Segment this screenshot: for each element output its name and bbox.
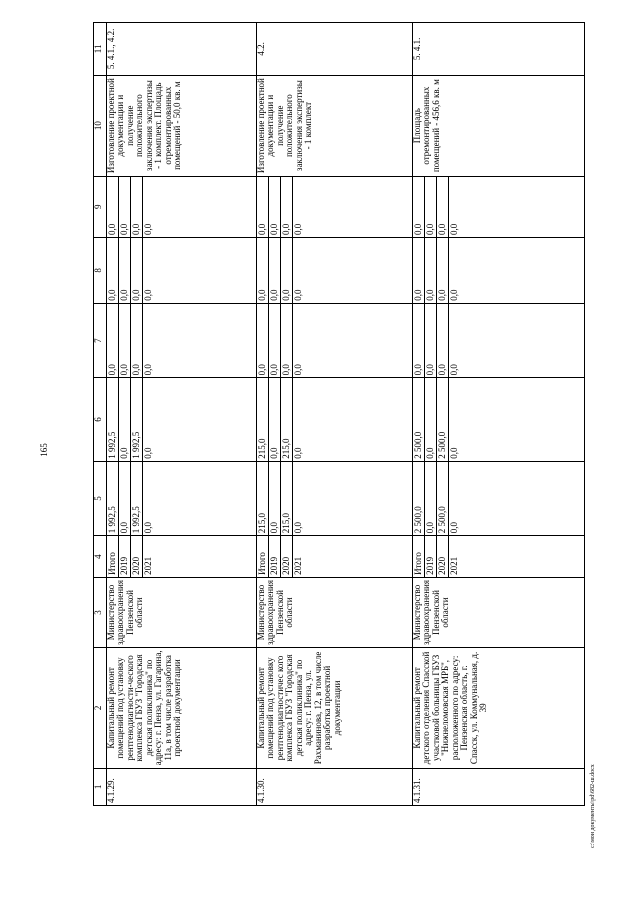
- value-cell: 0,0: [143, 522, 153, 534]
- row-result: Площадь отремонтированных помещений - 456,6 кв. м: [413, 75, 585, 176]
- value-cell: 0,0: [293, 447, 303, 459]
- value-cell: 0,0: [293, 223, 303, 235]
- value-cell: 0,0: [131, 177, 143, 237]
- year-cell: Итого: [107, 536, 119, 577]
- row-organization: Министерство здравоохранения Пензенской области: [107, 577, 257, 647]
- year-cell: 2021: [449, 556, 459, 575]
- row-name: Капитальный ремонт помещений под установку рентгенодиагностичес кого комплекса ГБУЗ "Городская детская поликлиника" по адресу: г. Пенза, ул. Рахманинова, 12, в том числе разработка проектной документации: [257, 648, 413, 769]
- header-cell: 10: [94, 75, 107, 176]
- value-cell: 0,0: [119, 177, 131, 237]
- header-cell: 3: [94, 577, 107, 647]
- footer: [590, 764, 640, 854]
- value-cell: 0,0: [119, 378, 131, 460]
- value-cell: 0,0: [449, 447, 459, 459]
- col9-values: [257, 176, 413, 237]
- row-result: Изготовление проектной документации и получение положительного заключения экспертизы - 1 комплект. Площадь отремонтированных помещений - 50,0 кв. м: [107, 75, 257, 176]
- year-cell: Итого: [257, 536, 269, 577]
- value-cell: 0,0: [449, 522, 459, 534]
- value-cell: 0,0: [425, 304, 437, 378]
- header-cell: 6: [94, 378, 107, 461]
- value-cell: 0,0: [107, 177, 119, 237]
- value-cell: 215,0: [281, 378, 293, 460]
- value-cell: 0,0: [131, 304, 143, 378]
- value-cell: 0,0: [413, 304, 425, 378]
- col9-values: [107, 176, 257, 237]
- header-cell: 4: [94, 536, 107, 578]
- value-cell: 0,0: [425, 378, 437, 460]
- value-cell: 0,0: [293, 522, 303, 534]
- col7-values: [107, 303, 257, 378]
- header-cell: 2: [94, 648, 107, 769]
- value-cell: 0,0: [257, 177, 269, 237]
- row-name: Капитальный ремонт помещений под установку рентгенодиагности-ческого комплекса ГБУЗ "Городская детская поликлиника" по адресу: г. Пенза, ул. Гагарина, 11а, в том числе разработка проектной документации: [107, 648, 257, 769]
- value-cell: 0,0: [269, 378, 281, 460]
- col6-values: [257, 378, 413, 461]
- value-cell: 0,0: [119, 238, 131, 303]
- year-cell: 2019: [119, 536, 131, 577]
- year-cell: Итого: [413, 536, 425, 577]
- row-organization: Министерство здравоохранения Пензенской области: [413, 577, 585, 647]
- value-cell: 0,0: [269, 462, 281, 536]
- value-cell: 1 992,5: [131, 378, 143, 460]
- rotated-table-stage: [93, 22, 583, 806]
- row-reference: 5. 4.1., 4.2.: [107, 23, 257, 76]
- header-cell: 8: [94, 237, 107, 303]
- value-cell: 0,0: [449, 223, 459, 235]
- row-name: Капитальный ремонт детского отделения Спасской участковой больницы ГБУЗ "Нижнеломовская МРБ", расположенного по адресу: Пензенская область, г. Спасск, ул. Коммунальная, д. 39: [413, 648, 585, 769]
- year-cell: 2021: [143, 556, 153, 575]
- row-organization: Министерство здравоохранения Пензенской области: [257, 577, 413, 647]
- value-cell: 0,0: [107, 304, 119, 378]
- value-cell: 2 500,0: [413, 378, 425, 460]
- col6-values: [107, 378, 257, 461]
- value-cell: 0,0: [449, 289, 459, 301]
- file-path: c:\мои документы\pd\682-ш.docx: [590, 764, 596, 848]
- col8-values: [413, 237, 585, 303]
- year-cell: 2020: [437, 536, 449, 577]
- value-cell: 0,0: [425, 462, 437, 536]
- value-cell: 0,0: [425, 177, 437, 237]
- value-cell: 0,0: [119, 304, 131, 378]
- value-cell: 0,0: [293, 289, 303, 301]
- value-cell: 0,0: [281, 238, 293, 303]
- col6-values: [413, 378, 585, 461]
- program-table: [93, 22, 585, 806]
- col8-values: [107, 237, 257, 303]
- value-cell: 1 992,5: [131, 462, 143, 536]
- row-reference: 4.2.: [257, 23, 413, 76]
- col5-values: [413, 461, 585, 536]
- row-years: [413, 536, 585, 578]
- header-cell: 11: [94, 23, 107, 76]
- col8-values: [257, 237, 413, 303]
- value-cell: 0,0: [425, 238, 437, 303]
- page-number: 165: [39, 443, 49, 457]
- value-cell: 0,0: [437, 177, 449, 237]
- value-cell: 0,0: [281, 177, 293, 237]
- header-cell: 7: [94, 303, 107, 378]
- header-cell: 9: [94, 176, 107, 237]
- table-row: [107, 23, 257, 806]
- row-result: Изготовление проектной документации и получение положительного заключения экспертизы - 1 комплект: [257, 75, 413, 176]
- row-reference: 5. 4.1.: [413, 23, 585, 76]
- value-cell: 0,0: [281, 304, 293, 378]
- value-cell: 215,0: [257, 462, 269, 536]
- value-cell: 0,0: [437, 304, 449, 378]
- year-cell: 2021: [293, 556, 303, 575]
- value-cell: 2 500,0: [437, 462, 449, 536]
- header-row: [94, 23, 107, 806]
- value-cell: 215,0: [257, 378, 269, 460]
- value-cell: 0,0: [269, 177, 281, 237]
- year-cell: 2019: [269, 536, 281, 577]
- year-cell: 2020: [281, 536, 293, 577]
- col5-values: [257, 461, 413, 536]
- value-cell: 0,0: [437, 238, 449, 303]
- col9-values: [413, 176, 585, 237]
- value-cell: 0,0: [107, 238, 119, 303]
- row-number: 4.1.30.: [257, 768, 413, 805]
- value-cell: 0,0: [257, 238, 269, 303]
- value-cell: 1 992,5: [107, 378, 119, 460]
- value-cell: 0,0: [143, 364, 153, 376]
- value-cell: 2 500,0: [437, 378, 449, 460]
- col7-values: [413, 303, 585, 378]
- value-cell: 0,0: [293, 364, 303, 376]
- value-cell: 0,0: [269, 304, 281, 378]
- year-cell: 2019: [425, 536, 437, 577]
- value-cell: 0,0: [449, 364, 459, 376]
- header-cell: 1: [94, 768, 107, 805]
- year-cell: 2020: [131, 536, 143, 577]
- row-years: [257, 536, 413, 578]
- value-cell: 0,0: [131, 238, 143, 303]
- value-cell: 0,0: [269, 238, 281, 303]
- col5-values: [107, 461, 257, 536]
- value-cell: 0,0: [143, 289, 153, 301]
- row-years: [107, 536, 257, 578]
- header-cell: 5: [94, 461, 107, 536]
- value-cell: 215,0: [281, 462, 293, 536]
- value-cell: 0,0: [257, 304, 269, 378]
- table-row: [257, 23, 413, 806]
- value-cell: 0,0: [143, 447, 153, 459]
- value-cell: 0,0: [119, 462, 131, 536]
- col7-values: [257, 303, 413, 378]
- value-cell: 0,0: [413, 238, 425, 303]
- value-cell: 0,0: [143, 223, 153, 235]
- value-cell: 0,0: [413, 177, 425, 237]
- value-cell: 2 500,0: [413, 462, 425, 536]
- table-row: [413, 23, 585, 806]
- row-number: 4.1.31.: [413, 768, 585, 805]
- value-cell: 1 992,5: [107, 462, 119, 536]
- row-number: 4.1.29.: [107, 768, 257, 805]
